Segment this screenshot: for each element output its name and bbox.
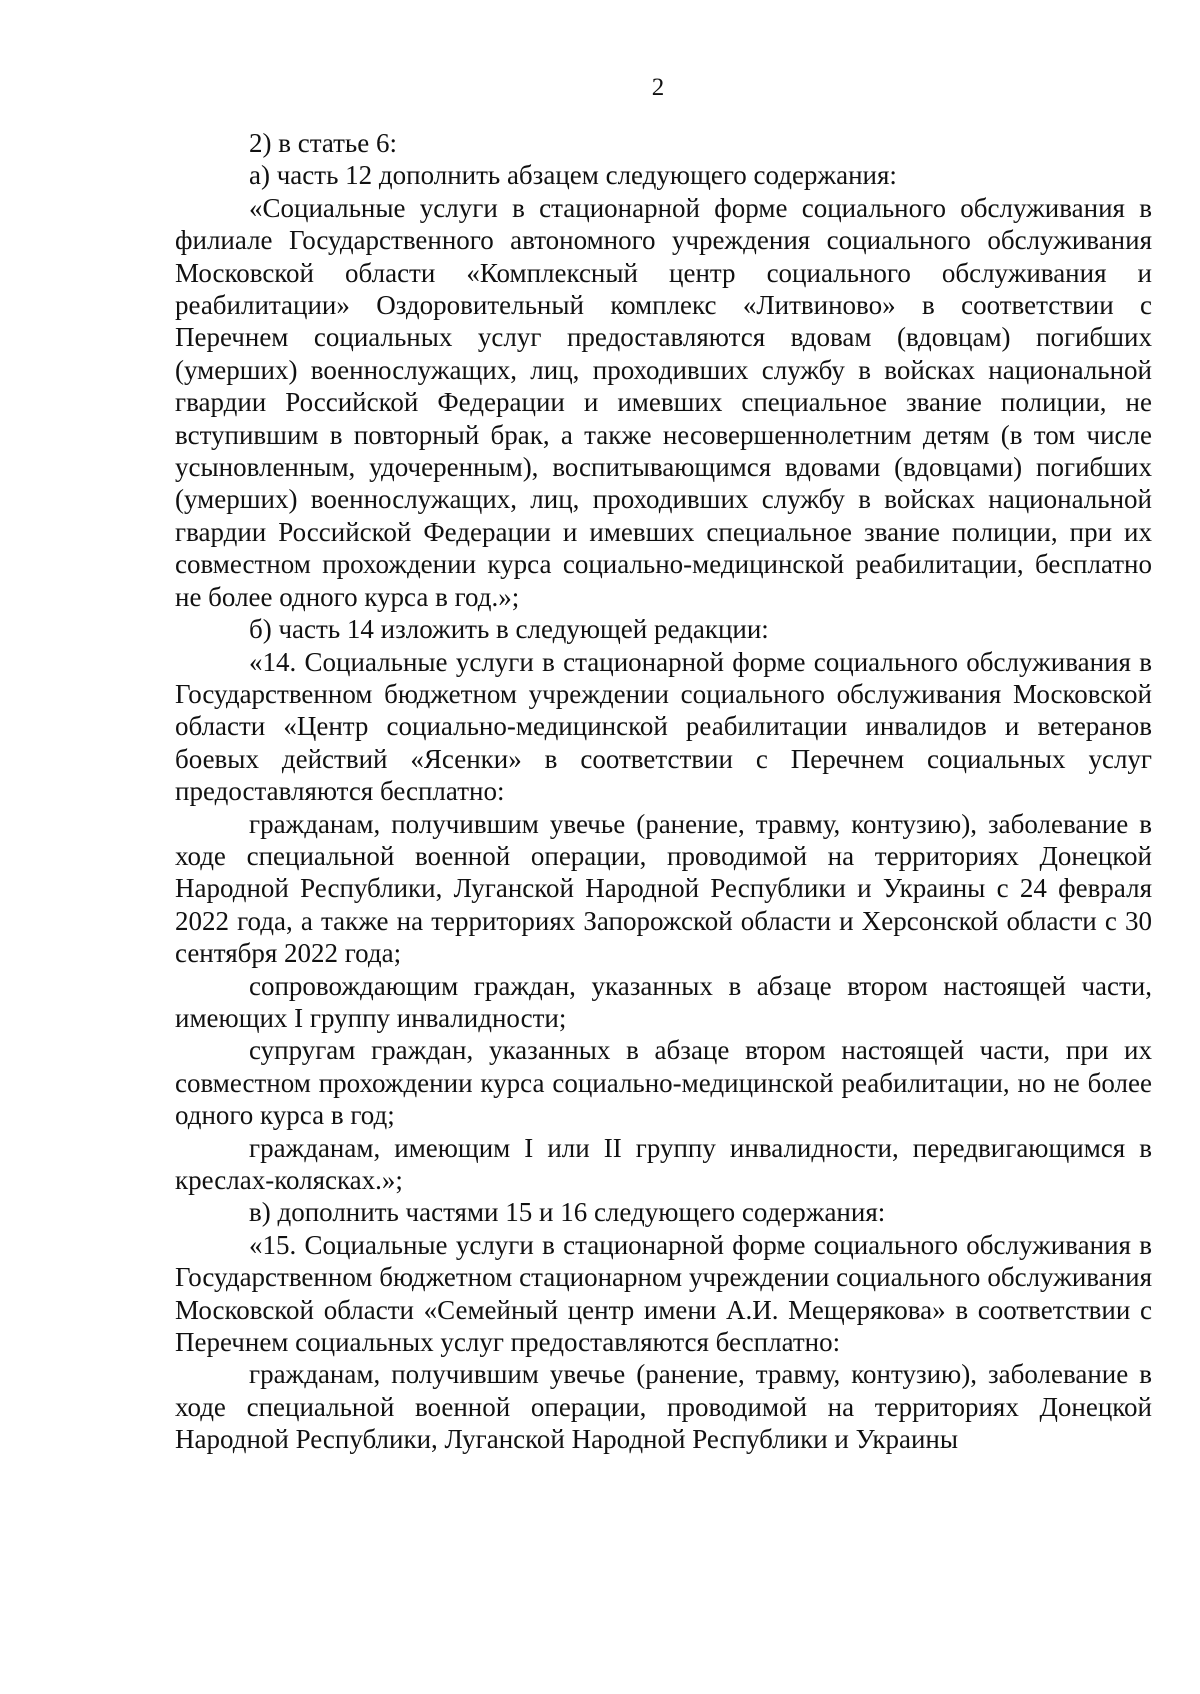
paragraph-part-14-citizens-injured: гражданам, получившим увечье (ранение, травму, контузию), заболевание в ходе специальной военной операции, проводимой на территориях Донецкой Народной Республики, Луганской Народной Республики и Украины с 24 февраля 2022 года, а также на территориях Запорожской области и Херсонской области с 30 сентября 2022 года; xyxy=(175,808,1152,969)
paragraph-item-b: б) часть 14 изложить в следующей редакции: xyxy=(249,614,769,645)
paragraph-part-14-wheelchair: гражданам, имеющим I или II группу инвалидности, передвигающимся в креслах-колясках.»; xyxy=(175,1132,1152,1195)
paragraph-part-15: «15. Социальные услуги в стационарной форме социального обслуживания в Государственном бюджетном стационарном учреждении социального обслуживания Московской области «Семейный центр имени А.И. Мещерякова» в соответствии с Перечнем социальных услуг предоставляются бесплатно: xyxy=(175,1229,1152,1358)
paragraph-item-v: в) дополнить частями 15 и 16 следующего содержания: xyxy=(249,1197,886,1228)
paragraph-part-14: «14. Социальные услуги в стационарной форме социального обслуживания в Государственном бюджетном учреждении социального обслуживания Московской области «Центр социально-медицинской реабилитации инвалидов и ветеранов боевых действий «Ясенки» в соответствии с Перечнем социальных услуг предоставляются бесплатно: xyxy=(175,646,1152,807)
paragraph-part-14-companions: сопровождающим граждан, указанных в абзаце втором настоящей части, имеющих I группу инвалидности; xyxy=(175,970,1152,1033)
paragraph-part-12-addition: «Социальные услуги в стационарной форме социального обслуживания в филиале Государственного автономного учреждения социального обслуживания Московской области «Комплексный центр социального обслуживания и реабилитации» Оздоровительный комплекс «Литвиново» в соответствии с Перечнем социальных услуг предоставляются вдовам (вдовцам) погибших (умерших) военнослужащих, лиц, проходивших службу в войсках национальной гвардии Российской Федерации и имевших специальное звание полиции, не вступившим в повторный брак, а также несовершеннолетним детям (в том числе усыновленным, удочеренным), воспитывающимся вдовами (вдовцами) погибших (умерших) военнослужащих, лиц, проходивших службу в войсках национальной гвардии Российской Федерации и имевших специальное звание полиции, при их совместном прохождении курса социально-медицинской реабилитации, бесплатно не более одного курса в год.»; xyxy=(175,192,1152,612)
page-number: 2 xyxy=(651,74,665,101)
paragraph-part-15-citizens-injured: гражданам, получившим увечье (ранение, травму, контузию), заболевание в ходе специальной военной операции, проводимой на территориях Донецкой Народной Республики, Луганской Народной Республики и Украины xyxy=(175,1359,1152,1455)
paragraph-article-6-heading: 2) в статье 6: xyxy=(249,128,397,158)
paragraph-part-14-spouses: супругам граждан, указанных в абзаце втором настоящей части, при их совместном прохождении курса социально-медицинской реабилитации, но не более одного курса в год; xyxy=(175,1035,1152,1131)
paragraph-item-a: а) часть 12 дополнить абзацем следующего содержания: xyxy=(249,160,897,191)
document-body xyxy=(175,127,1152,1456)
